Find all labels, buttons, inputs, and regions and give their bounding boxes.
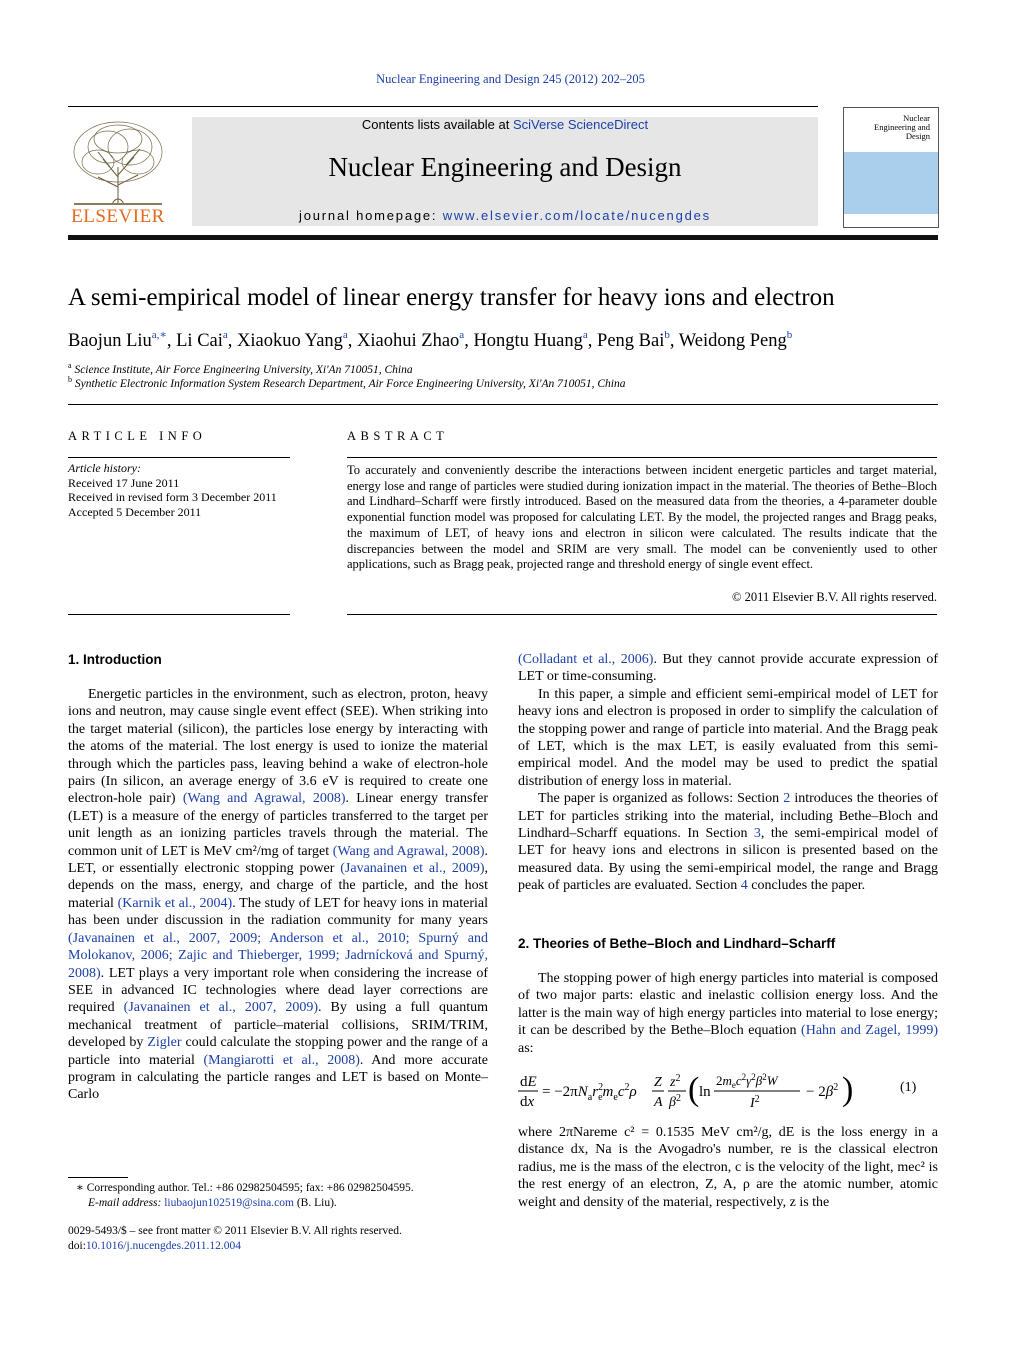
- header-rule: [68, 106, 818, 107]
- publisher-name: ELSEVIER: [71, 206, 165, 227]
- article-history: [68, 461, 290, 519]
- svg-text:z2: $z^2$: [670, 1073, 681, 1090]
- issn-line: 0029-5493/$ – see front matter © 2011 Elsevier B.V. All rights reserved.: [68, 1225, 402, 1237]
- contents-line: [192, 117, 818, 132]
- doi-prefix: doi:: [68, 1240, 86, 1252]
- svg-text:dx: dx: [520, 1094, 535, 1110]
- intro-column-right: [518, 651, 938, 895]
- author-affiliation-mark[interactable]: a: [582, 329, 588, 341]
- svg-text:(: (: [688, 1071, 700, 1108]
- affiliation-text: Science Institute, Air Force Engineering University, Xi'An 710051, China: [74, 363, 413, 376]
- citation-link[interactable]: (Mangiarotti et al., 2008): [203, 1052, 360, 1068]
- abstract-text: To accurately and conveniently describe the interactions between incident energetic particles and target material, energy lose and range of particles were studied during ionization impact in the material. The theories of Bethe–Bloch and Lindhard–Scharff were firstly introduced. Based on the measured data from the theories, a 4-parameter double exponential function model was proposed for calculating LET. By the model, the projected ranges and Bragg peaks, the maximum of LET, of heavy ions and electron in silicon were calculated. The results indicate that the discrepancies between the model and SRIM are very small. The model can be conveniently used to other applications, such as Bragg peak, projected range and threshold energy of single event effect.: [347, 463, 937, 572]
- author-name: Xiaohui Zhao: [357, 331, 460, 351]
- affiliation-text: Synthetic Electronic Information System Research Department, Air Force Engineering University, Xi'An 710051, China: [74, 377, 626, 390]
- citation-link[interactable]: (Hahn and Zagel, 1999): [801, 1023, 938, 1039]
- affiliation: [68, 375, 626, 390]
- author-name: Li Cai: [176, 331, 223, 351]
- abstract-rule: [347, 457, 937, 458]
- citation-link[interactable]: (Colladant et al., 2006): [518, 652, 654, 667]
- cover-title: Nuclear Engineering and Design: [874, 113, 930, 141]
- equation-explanation-text: where 2πNareme c² = 0.1535 MeV cm²/g, dE is the loss energy in a distance dx, Na is the Avogadro's number, re is the classical electron radius, me is the mass of the electron, c is the velocity of the light, mec² is the rest energy of an electron, Z, A, ρ are the atomic number, atomic weight and density of the material, respectively, z is the: [518, 1125, 938, 1210]
- homepage-line: [192, 208, 818, 223]
- author-name: Weidong Peng: [678, 331, 787, 351]
- intro-paragraph-continued: [518, 651, 938, 686]
- citation-link[interactable]: (Javanainen et al., 2009): [340, 861, 485, 877]
- citation-link[interactable]: 3: [753, 826, 761, 842]
- bethe-bloch-equation: [518, 1070, 938, 1110]
- citation-link[interactable]: 2: [783, 791, 791, 807]
- author-affiliation-mark[interactable]: b: [786, 329, 793, 341]
- svg-text:− 2β2: − $2\beta^2$: [806, 1082, 839, 1100]
- svg-text:= −2πNar2emec2ρ: = $-2\pi N_ar^2$ $em_ec^2\rho$: [542, 1082, 637, 1103]
- text-run: . LET plays a very important role when considering the increase of SEE in advanced IC technologies where dead layer corrections are required: [68, 965, 488, 1016]
- svg-text:β2: $\beta^2$: [669, 1093, 681, 1110]
- author-name: Xiaokuo Yang: [237, 331, 343, 351]
- text-run: . But they cannot provide accurate expression of LET or time-consuming.: [518, 652, 938, 685]
- history-label: Article history:: [68, 461, 141, 475]
- header-thick-rule: [68, 235, 938, 240]
- affiliation-mark: a: [68, 361, 72, 370]
- corresponding-author-text: ∗ Corresponding author. Tel.: +86 02982504595; fax: +86 02982504595.: [76, 1182, 414, 1194]
- text-run: introduces the theories of LET for particles striking into the material, including Bethe–Bloch and Lindhard–Scharff equations. In Section: [518, 791, 938, 842]
- cover-band: [844, 152, 938, 214]
- abstract-bottom-rule: [347, 614, 937, 615]
- intro-paragraph-1: [68, 686, 488, 1104]
- sciencedirect-link[interactable]: SciVerse ScienceDirect: [512, 117, 649, 132]
- author-name: Baojun Liu: [68, 331, 152, 351]
- citation-link[interactable]: (Wang and Agrawal, 2008): [182, 791, 346, 807]
- text-run: . The study of LET for heavy ions in material has been under discussion in the radiation community for many years: [68, 895, 488, 929]
- citation-link[interactable]: (Javanainen et al., 2007, 2009; Anderson et al., 2010; Spurný and Molokanov, 2006; Zajic and Thieberger, 1999; Jadrnícková and Spurný, 2008): [68, 930, 488, 981]
- corresponding-author-note: [68, 1181, 488, 1211]
- history-revised: Received in revised form 3 December 2011: [68, 490, 277, 504]
- theory-paragraph-1: [518, 970, 938, 1057]
- citation-link[interactable]: 4: [740, 878, 748, 894]
- equation-graphic: [518, 1070, 938, 1114]
- homepage-prefix: journal homepage:: [299, 208, 443, 223]
- intro-paragraph-3: [518, 790, 938, 894]
- text-run: The stopping power of high energy particles into material is composed of two major parts: elastic and inelastic collision energy loss. And the latter is the main way of high energy particles into material to lose energy; it can be described by the Bethe–Bloch equation: [518, 971, 938, 1039]
- author-affiliation-mark[interactable]: a: [222, 329, 228, 341]
- article-info-bottom-rule: [68, 614, 290, 615]
- intro-paragraph-2: In this paper, a simple and efficient semi-empirical model of LET for heavy ions and electron is proposed in order to simplify the calculation of the stopping power and range of particle into material. And the Bragg peak of LET, which is the max LET, is easily evaluated from this semi-empirical model. And the model may be used to predict the spatial distribution of energy loss in material.: [518, 686, 938, 789]
- homepage-link[interactable]: www.elsevier.com/locate/nucengdes: [442, 208, 711, 223]
- svg-text:): ): [842, 1071, 854, 1108]
- citation-link[interactable]: (Wang and Agrawal, 2008): [332, 843, 485, 859]
- publication-info: [68, 1224, 488, 1254]
- journal-cover-thumbnail[interactable]: [843, 107, 939, 228]
- affiliation-mark: b: [68, 375, 72, 384]
- contents-prefix: Contents lists available at: [361, 117, 513, 132]
- text-run: , depends on the mass, energy, and charge of the particle, and the host material: [68, 861, 488, 911]
- svg-text:I2: $I^2$: [750, 1094, 760, 1111]
- author-affiliation-mark[interactable]: a,∗: [151, 329, 167, 341]
- affiliation-rule: [68, 404, 938, 405]
- citation-link[interactable]: (Javanainen et al., 2007, 2009): [123, 1000, 319, 1016]
- history-received: Received 17 June 2011: [68, 475, 180, 490]
- svg-text:ln: ln: [699, 1084, 711, 1100]
- svg-text:Z: Z: [654, 1075, 662, 1090]
- text-run: The paper is organized as follows: Section: [538, 791, 784, 807]
- author-affiliation-mark[interactable]: a: [459, 329, 465, 341]
- citation-link[interactable]: Zigler: [147, 1035, 182, 1051]
- affiliation: [68, 361, 413, 376]
- email-label: E-mail address:: [88, 1197, 165, 1209]
- author-list: Baojun Liu$^{a,∗}$, Li Cai$^a$, Xiaokuo Yang$^a$, Xiaohui Zhao$^a$, Hongtu Huang$^a$, Peng Bai$^b$, Weidong Peng$^b$: [68, 329, 793, 351]
- history-accepted: Accepted 5 December 2011: [68, 504, 202, 519]
- theory-column: [518, 970, 938, 1057]
- author-affiliation-mark[interactable]: b: [664, 329, 670, 341]
- doi-link[interactable]: 10.1016/j.nucengdes.2011.12.004: [85, 1240, 242, 1252]
- equation-number: (1): [900, 1080, 917, 1095]
- svg-text:2mec2γ2β2W: $2m_ec^2\gamma^2\beta^2W$: [716, 1072, 778, 1090]
- journal-citation[interactable]: Nuclear Engineering and Design 245 (2012) 202–205: [376, 72, 645, 86]
- text-run: as:: [518, 1040, 534, 1056]
- citation-link[interactable]: (Karnik et al., 2004): [117, 895, 233, 911]
- intro-column-left: [68, 686, 488, 1104]
- abstract-heading: ABSTRACT: [347, 429, 449, 443]
- section-2-heading: 2. Theories of Bethe–Bloch and Lindhard–Scharff: [518, 936, 836, 951]
- article-info-rule: [68, 457, 290, 458]
- text-run: . Linear energy transfer (LET) is a measure of the energy of particles transferred to the target per unit length as an ionizing particles travels through the material. The common unit of LET is MeV cm²/mg of target: [68, 791, 488, 859]
- text-run: could calculate the stopping power and the range of a particle into material: [68, 1035, 489, 1068]
- journal-title: Nuclear Engineering and Design: [328, 152, 682, 182]
- author-name: Hongtu Huang: [473, 331, 583, 351]
- text-run: . By using a full quantum mechanical treatment of particle–material collisions, SRIM/TRIM, developed by: [68, 1000, 488, 1051]
- footnote-rule: [68, 1177, 128, 1178]
- email-suffix: (B. Liu).: [293, 1197, 337, 1209]
- text-run: , the semi-empirical model of LET for heavy ions and electrons in silicon is presented based on the measured data. By using the semi-empirical model, the range and Bragg peak of particles are evaluated. Section: [518, 826, 938, 894]
- text-run: . LET, or essentially electronic stopping power: [68, 843, 488, 877]
- svg-text:dE: dE: [520, 1074, 537, 1090]
- text-run: concludes the paper.: [747, 878, 866, 894]
- text-run: Energetic particles in the environment, such as electron, proton, heavy ions and neutron, may cause single event effect (SEE). When striking into the target material (silicon), the particles lose energy by interacting with the atoms of the material. The lost energy is used to ionize the material through which the particles pass, leaving behind a wake of electron-hole pairs (In silicon, an average energy of 3.6 eV is required to create one electron-hole pair): [68, 687, 488, 807]
- email-link[interactable]: liubaojun102519@sina.com: [164, 1197, 294, 1209]
- article-title: A semi-empirical model of linear energy transfer for heavy ions and electron: [68, 284, 835, 311]
- author-affiliation-mark[interactable]: a: [342, 329, 348, 341]
- section-1-heading: 1. Introduction: [68, 652, 162, 667]
- abstract-copyright: © 2011 Elsevier B.V. All rights reserved.: [732, 590, 937, 604]
- text-run: . And more accurate program in calculating the particle ranges and LET is based on Monte–Carlo: [68, 1052, 488, 1103]
- svg-text:A: A: [654, 1095, 663, 1110]
- author-name: Peng Bai: [597, 331, 665, 351]
- article-info-heading: ARTICLE INFO: [68, 429, 207, 443]
- equation-explanation: [518, 1124, 938, 1211]
